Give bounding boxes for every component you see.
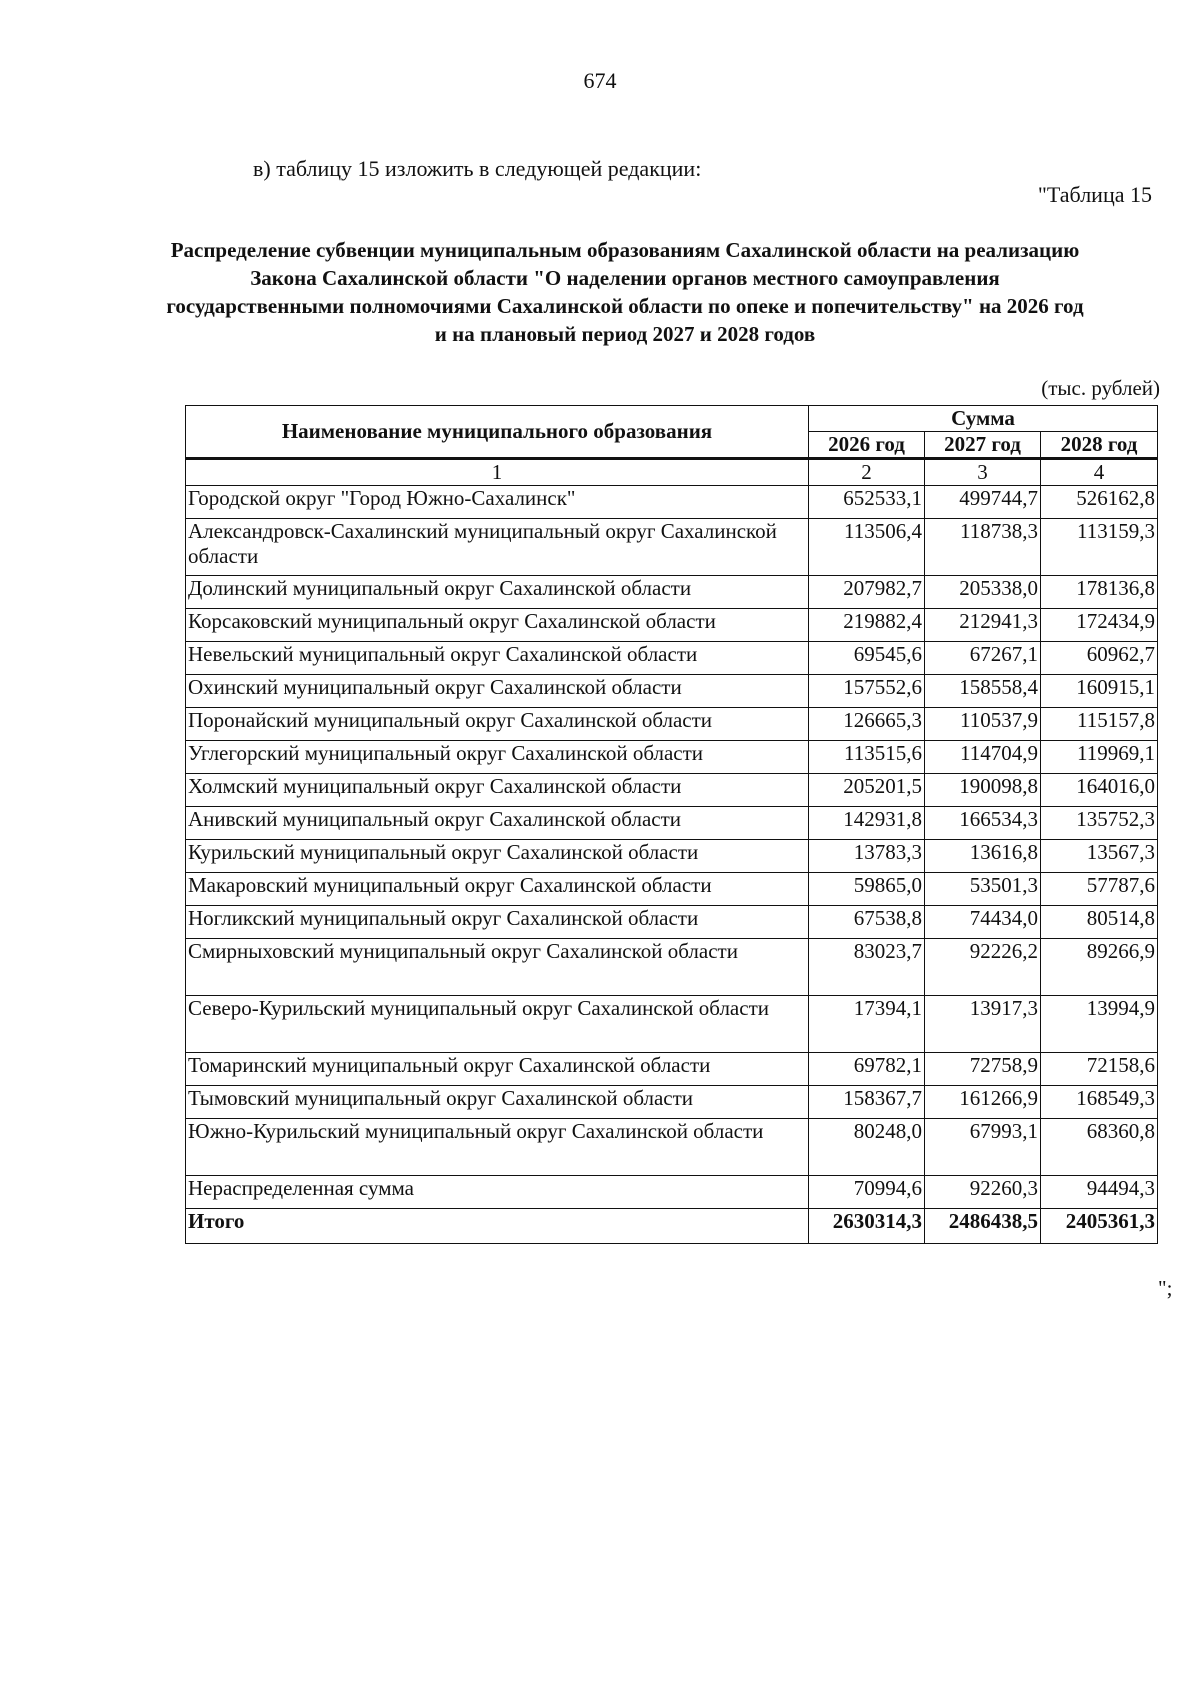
value-2027: 67267,1 (925, 642, 1041, 675)
value-2028: 57787,6 (1041, 873, 1158, 906)
total-label: Итого (186, 1209, 809, 1244)
value-2027: 74434,0 (925, 906, 1041, 939)
column-number: 1 (186, 459, 809, 486)
total-2027: 2486438,5 (925, 1209, 1041, 1244)
value-2028: 13994,9 (1041, 996, 1158, 1053)
value-2028: 119969,1 (1041, 741, 1158, 774)
value-2027: 190098,8 (925, 774, 1041, 807)
municipality-name: Ногликский муниципальный округ Сахалинской области (186, 906, 809, 939)
municipality-name: Холмский муниципальный округ Сахалинской области (186, 774, 809, 807)
table-row (186, 1053, 1158, 1086)
value-2027: 205338,0 (925, 576, 1041, 609)
value-2026: 13783,3 (809, 840, 925, 873)
year-header-2027: 2027 год (925, 432, 1041, 459)
value-2026: 59865,0 (809, 873, 925, 906)
municipality-name: Смирныховский муниципальный округ Сахалинской области (186, 939, 809, 996)
closing-quote: "; (1158, 1276, 1173, 1300)
table-row (186, 642, 1158, 675)
column-number-row (186, 459, 1158, 486)
table-row (186, 741, 1158, 774)
column-number: 3 (925, 459, 1041, 486)
table-row (186, 906, 1158, 939)
value-2028: 13567,3 (1041, 840, 1158, 873)
value-2026: 83023,7 (809, 939, 925, 996)
value-2026: 69782,1 (809, 1053, 925, 1086)
municipality-name: Курильский муниципальный округ Сахалинской области (186, 840, 809, 873)
table-row (186, 486, 1158, 519)
municipality-name: Углегорский муниципальный округ Сахалинской области (186, 741, 809, 774)
column-number: 4 (1041, 459, 1158, 486)
value-2028: 135752,3 (1041, 807, 1158, 840)
value-2028: 160915,1 (1041, 675, 1158, 708)
value-2027: 118738,3 (925, 519, 1041, 576)
value-2028: 178136,8 (1041, 576, 1158, 609)
municipality-name: Поронайский муниципальный округ Сахалинской области (186, 708, 809, 741)
value-2026: 205201,5 (809, 774, 925, 807)
municipality-name: Тымовский муниципальный округ Сахалинской области (186, 1086, 809, 1119)
municipality-name: Нераспределенная сумма (186, 1176, 809, 1209)
value-2028: 80514,8 (1041, 906, 1158, 939)
subvention-table (185, 405, 1158, 1244)
value-2028: 60962,7 (1041, 642, 1158, 675)
value-2027: 92260,3 (925, 1176, 1041, 1209)
value-2028: 526162,8 (1041, 486, 1158, 519)
table-label: "Таблица 15 (1037, 182, 1152, 207)
total-row (186, 1209, 1158, 1244)
table-body (186, 459, 1158, 1244)
table-row (186, 873, 1158, 906)
value-2028: 113159,3 (1041, 519, 1158, 576)
table-row (186, 939, 1158, 996)
value-2027: 166534,3 (925, 807, 1041, 840)
column-number: 2 (809, 459, 925, 486)
table-row (186, 996, 1158, 1053)
value-2028: 72158,6 (1041, 1053, 1158, 1086)
municipality-name: Южно-Курильский муниципальный округ Сахалинской области (186, 1119, 809, 1176)
table-row (186, 774, 1158, 807)
municipality-name: Корсаковский муниципальный округ Сахалинской области (186, 609, 809, 642)
value-2026: 80248,0 (809, 1119, 925, 1176)
table-row (186, 519, 1158, 576)
value-2026: 70994,6 (809, 1176, 925, 1209)
value-2026: 113515,6 (809, 741, 925, 774)
table-row (186, 807, 1158, 840)
municipality-name: Невельский муниципальный округ Сахалинской области (186, 642, 809, 675)
year-header-2026: 2026 год (809, 432, 925, 459)
value-2026: 126665,3 (809, 708, 925, 741)
municipality-name: Охинский муниципальный округ Сахалинской области (186, 675, 809, 708)
value-2027: 53501,3 (925, 873, 1041, 906)
value-2027: 161266,9 (925, 1086, 1041, 1119)
value-2027: 72758,9 (925, 1053, 1041, 1086)
year-header-2028: 2028 год (1041, 432, 1158, 459)
name-column-header: Наименование муниципального образования (186, 406, 809, 459)
table-row (186, 675, 1158, 708)
municipality-name: Городской округ "Город Южно-Сахалинск" (186, 486, 809, 519)
value-2028: 164016,0 (1041, 774, 1158, 807)
table-row (186, 609, 1158, 642)
value-2027: 114704,9 (925, 741, 1041, 774)
value-2027: 212941,3 (925, 609, 1041, 642)
value-2028: 115157,8 (1041, 708, 1158, 741)
municipality-name: Долинский муниципальный округ Сахалинской области (186, 576, 809, 609)
table-row (186, 1086, 1158, 1119)
table-row (186, 1176, 1158, 1209)
value-2026: 157552,6 (809, 675, 925, 708)
value-2027: 110537,9 (925, 708, 1041, 741)
document-title: Распределение субвенции муниципальным образованиям Сахалинской области на реализацию Закона Сахалинской области "О наделении органов местного самоуправления государственными полномочиями Сахалинской области по опеке и попечительству" на 2026 год и на плановый период 2027 и 2028 годов (166, 238, 1084, 346)
value-2026: 113506,4 (809, 519, 925, 576)
value-2027: 158558,4 (925, 675, 1041, 708)
value-2026: 219882,4 (809, 609, 925, 642)
municipality-name: Томаринский муниципальный округ Сахалинской области (186, 1053, 809, 1086)
municipality-name: Северо-Курильский муниципальный округ Сахалинской области (186, 996, 809, 1053)
value-2027: 13616,8 (925, 840, 1041, 873)
sum-column-header: Сумма (809, 406, 1158, 432)
municipality-name: Анивский муниципальный округ Сахалинской области (186, 807, 809, 840)
value-2027: 92226,2 (925, 939, 1041, 996)
value-2026: 17394,1 (809, 996, 925, 1053)
total-2026: 2630314,3 (809, 1209, 925, 1244)
value-2026: 207982,7 (809, 576, 925, 609)
intro-text: в) таблицу 15 изложить в следующей редакции: (253, 156, 702, 181)
value-2028: 94494,3 (1041, 1176, 1158, 1209)
table-row (186, 1119, 1158, 1176)
table-header (186, 406, 1158, 459)
value-2027: 67993,1 (925, 1119, 1041, 1176)
page-number: 674 (583, 68, 617, 93)
municipality-name: Александровск-Сахалинский муниципальный округ Сахалинской области (186, 519, 809, 576)
total-2028: 2405361,3 (1041, 1209, 1158, 1244)
value-2027: 13917,3 (925, 996, 1041, 1053)
value-2028: 89266,9 (1041, 939, 1158, 996)
units-label: (тыс. рублей) (1041, 376, 1160, 400)
value-2028: 68360,8 (1041, 1119, 1158, 1176)
value-2028: 172434,9 (1041, 609, 1158, 642)
value-2028: 168549,3 (1041, 1086, 1158, 1119)
table-row (186, 708, 1158, 741)
value-2026: 67538,8 (809, 906, 925, 939)
value-2026: 158367,7 (809, 1086, 925, 1119)
value-2026: 142931,8 (809, 807, 925, 840)
value-2026: 652533,1 (809, 486, 925, 519)
value-2026: 69545,6 (809, 642, 925, 675)
table-row (186, 840, 1158, 873)
table-row (186, 576, 1158, 609)
value-2027: 499744,7 (925, 486, 1041, 519)
municipality-name: Макаровский муниципальный округ Сахалинской области (186, 873, 809, 906)
